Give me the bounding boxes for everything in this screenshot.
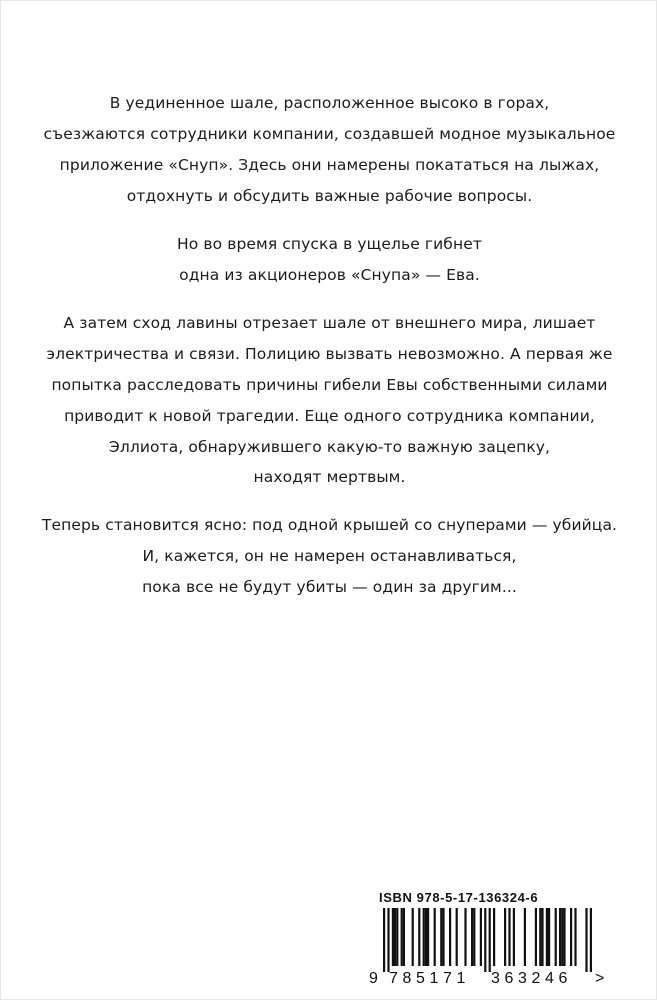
paragraph-3-line-3: попытка расследовать причины гибели Евы собственными силами <box>51 376 608 394</box>
barcode-bar <box>513 908 515 966</box>
barcode-bar <box>440 908 442 966</box>
barcode-bar <box>471 908 473 966</box>
barcode-bar <box>383 908 385 972</box>
paragraph-1-line-1: В уединенное шале, расположенное высоко в горах, <box>109 94 550 112</box>
barcode-bar <box>427 908 429 966</box>
barcode-bar <box>449 908 451 966</box>
barcode-bar <box>473 908 475 966</box>
barcode-bar <box>563 908 565 966</box>
paragraph-2-line-1: Но во время спуска в ущелье гибнет <box>177 235 482 253</box>
paragraph-1-line-2: съезжаются сотрудники компании, создавшей модное музыкальное <box>43 125 616 143</box>
barcode-bar <box>570 908 572 966</box>
barcode-bar <box>585 908 587 972</box>
isbn-label: ISBN 978-5-17-136324-6 <box>379 890 539 905</box>
barcode-bars <box>367 908 619 972</box>
barcode-bar <box>555 908 557 966</box>
barcode-digit-group-2: 363246 <box>491 970 572 987</box>
barcode-bar <box>484 908 486 972</box>
barcode-bar <box>590 908 592 972</box>
barcode-bar <box>535 908 537 966</box>
barcode-digit-lead: 9 <box>369 970 378 987</box>
barcode-bar <box>504 908 506 966</box>
barcode-bar <box>493 908 495 966</box>
barcode-bar <box>561 908 563 966</box>
barcode-digit-tail: > <box>595 970 605 987</box>
barcode-bar <box>392 908 394 966</box>
barcode-bar <box>574 908 576 966</box>
paragraph-3-line-4: приводит к новой трагедии. Еще одного сотрудника компании, <box>64 407 595 425</box>
barcode-bar <box>442 908 444 966</box>
barcode-bar <box>464 908 466 966</box>
paragraph-2-line-2: одна из акционеров «Снупа» — Ева. <box>179 266 480 284</box>
barcode-bar <box>425 908 427 966</box>
barcode-bar <box>394 908 396 966</box>
barcode-bar <box>403 908 405 966</box>
paragraph-1-line-3: приложение «Снуп». Здесь они намерены покататься на лыжах, <box>59 156 600 174</box>
barcode-bar <box>401 908 403 966</box>
paragraph-4-line-1: Теперь становится ясно: под одной крышей со снуперами — убийца. <box>41 516 618 534</box>
barcode-digit-group-1: 785171 <box>389 970 470 987</box>
barcode-bar <box>418 908 420 966</box>
paragraph-3-line-2: электричества и связи. Полицию вызвать невозможно. А первая же <box>46 345 613 363</box>
paragraph-1-line-4: отдохнуть и обсудить важные рабочие вопросы. <box>126 187 533 205</box>
paragraph-3-line-5: Эллиота, обнаружившего какую-то важную зацепку, <box>108 438 551 456</box>
paragraph-4-line-2: И, кажется, он не намерен останавливаться, <box>142 547 517 565</box>
barcode-bar <box>524 908 526 966</box>
barcode-bar <box>387 908 389 972</box>
barcode-bar <box>559 908 561 966</box>
barcode-bar <box>480 908 482 966</box>
isbn-barcode <box>367 890 619 992</box>
barcode-bar <box>456 908 458 966</box>
paragraph-4-line-3: пока все не будут убиты — один за другим... <box>142 578 517 596</box>
barcode-bar <box>489 908 491 972</box>
barcode-bar <box>546 908 548 966</box>
barcode-bar <box>508 908 510 966</box>
paragraph-3-line-6: находят мертвым. <box>253 468 406 486</box>
barcode-bar <box>434 908 436 966</box>
paragraph-3-line-1: А затем сход лавины отрезает шале от внешнего мира, лишает <box>63 314 596 332</box>
barcode-bar <box>548 908 550 966</box>
barcode-bar <box>396 908 398 966</box>
barcode-bar <box>423 908 425 966</box>
barcode-bar <box>541 908 543 966</box>
barcode-bar <box>412 908 414 966</box>
barcode-bar <box>539 908 541 966</box>
